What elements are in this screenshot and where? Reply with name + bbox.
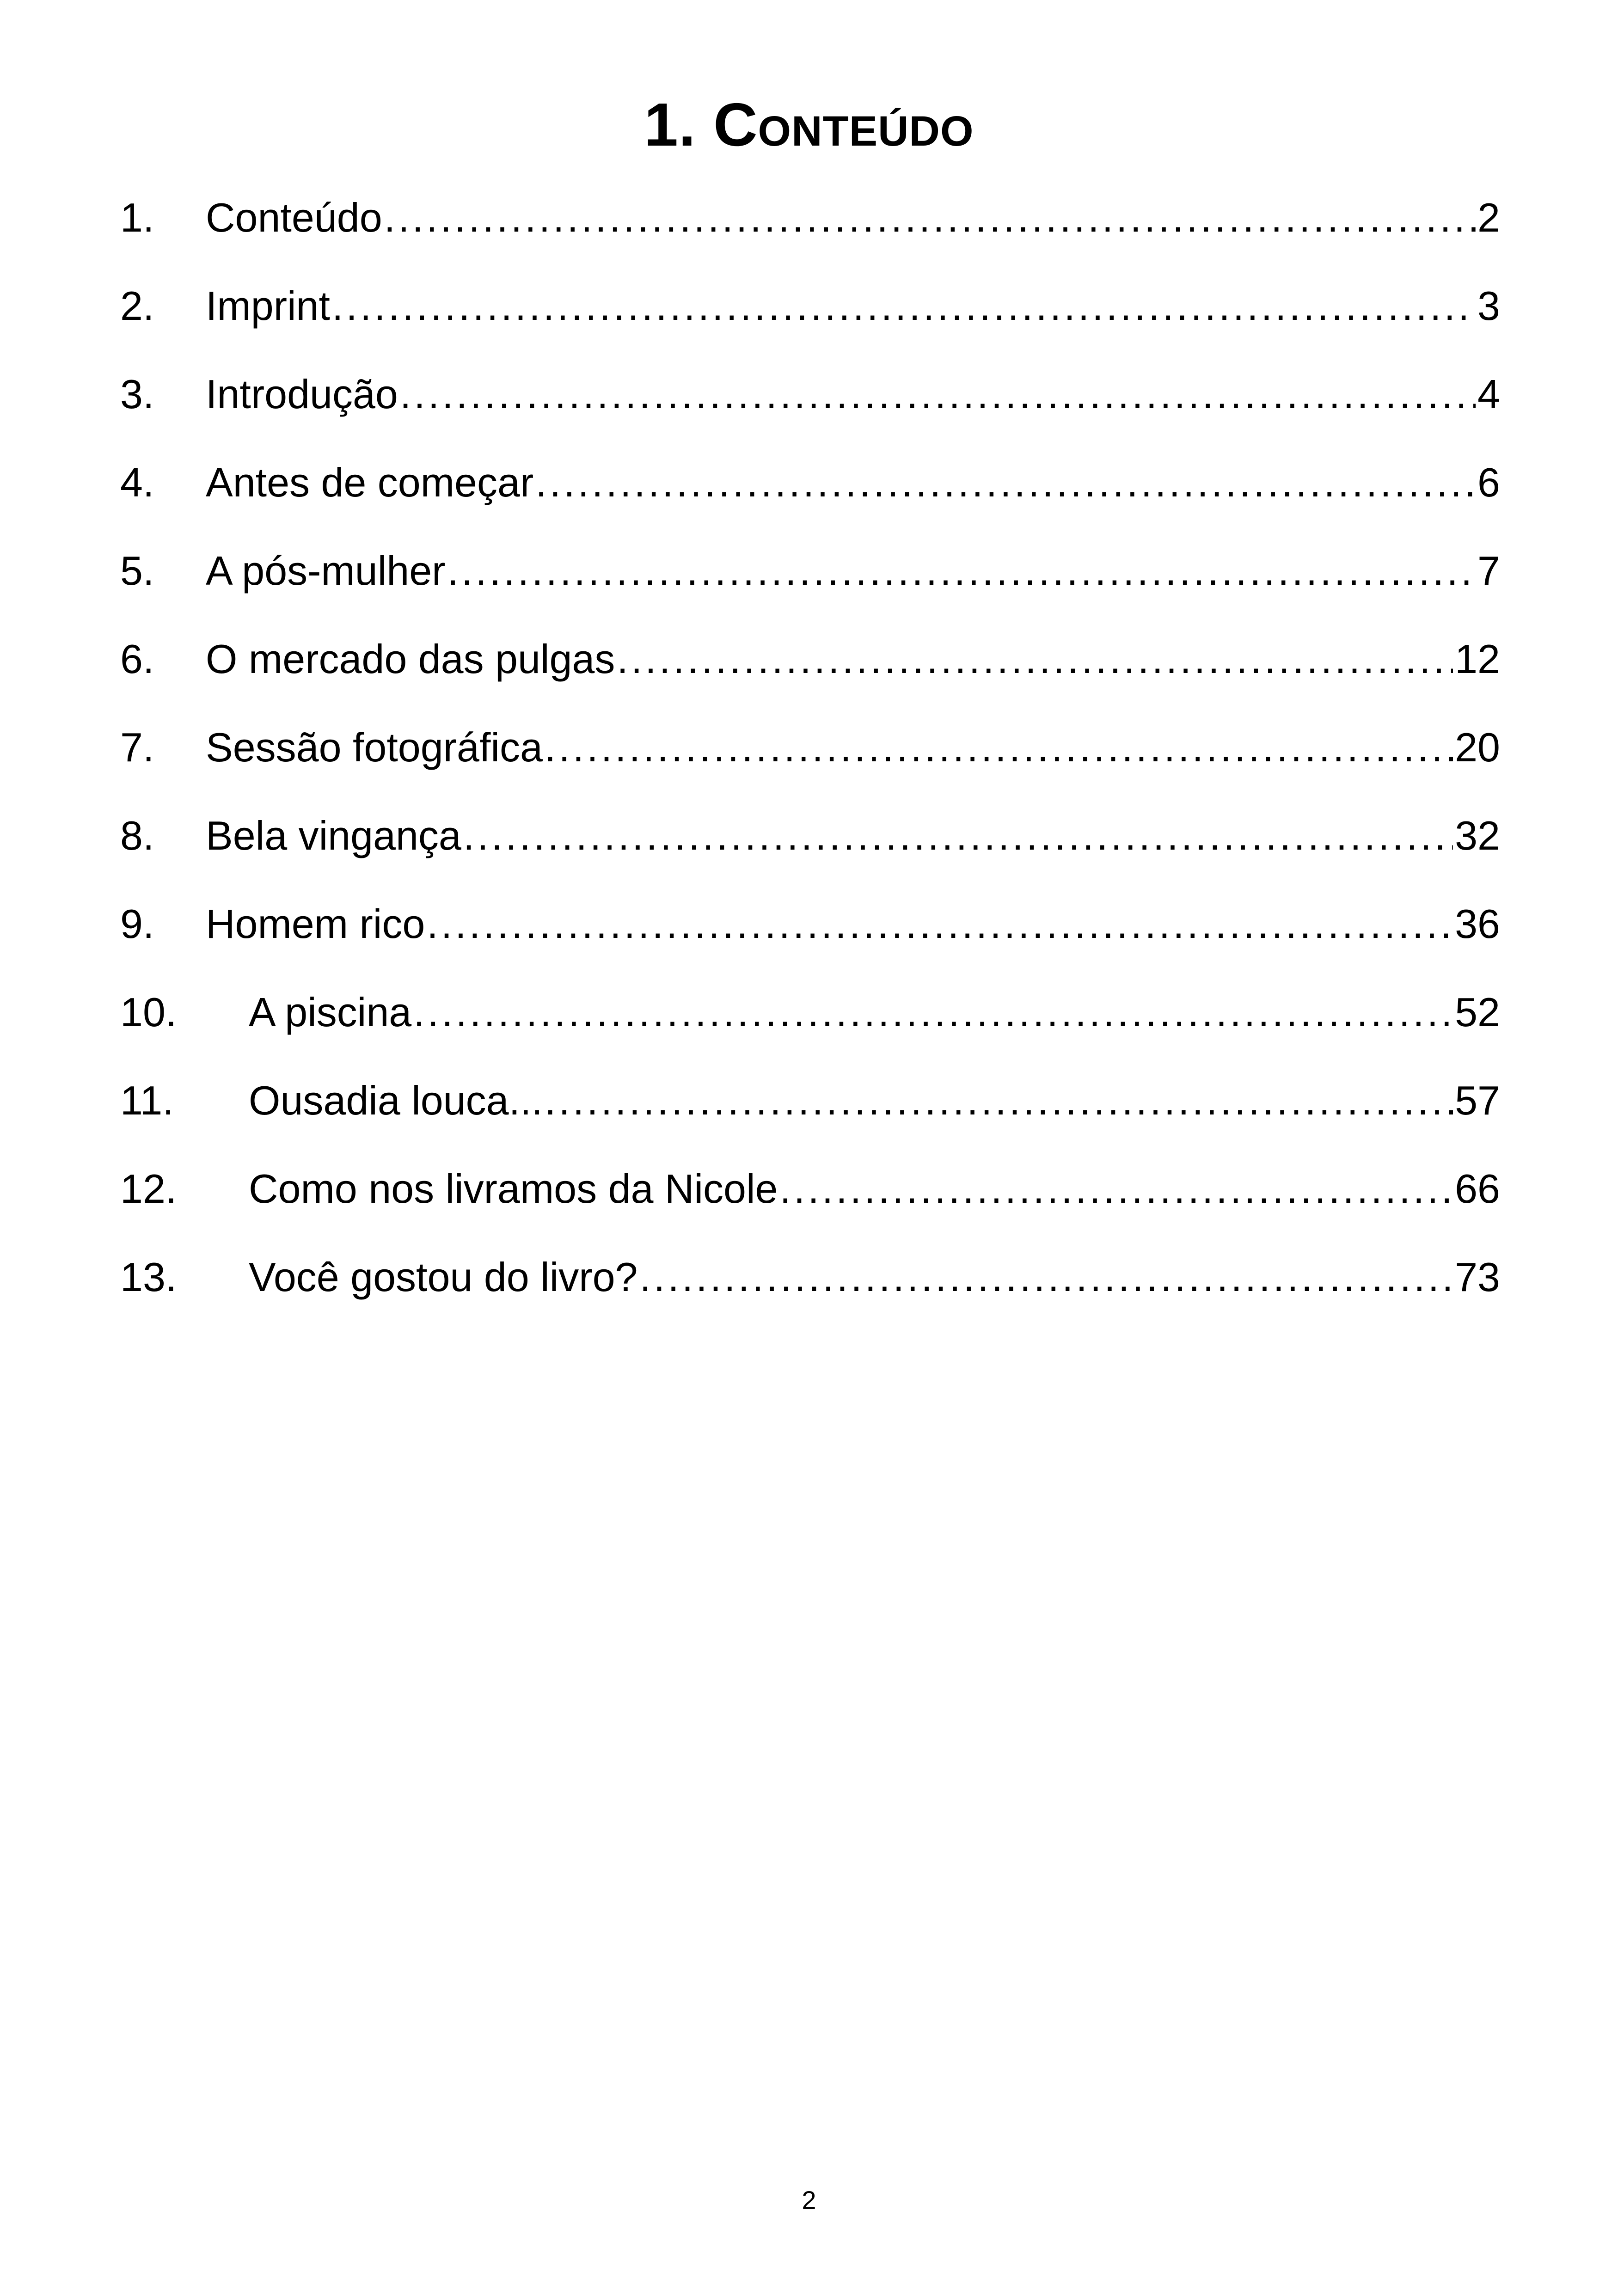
table-of-contents (120, 173, 1500, 1321)
toc-entry-page: 6 (1477, 459, 1500, 505)
toc-entry-page: 66 (1455, 1166, 1500, 1212)
toc-entry-label: Antes de começar (206, 459, 534, 505)
toc-dot-leader (427, 880, 1453, 968)
toc-entry-label: Introdução (206, 371, 398, 417)
toc-entry[interactable] (120, 527, 1500, 615)
toc-entry[interactable] (120, 968, 1500, 1056)
toc-dot-leader (535, 438, 1476, 527)
page-title: 1. Conteúdo (644, 91, 974, 159)
toc-dot-leader (332, 262, 1476, 350)
toc-entry-label: Ousadia louca... (249, 1078, 543, 1123)
toc-entry-number: 3. (120, 371, 154, 417)
toc-entry-number: 10. (120, 989, 177, 1035)
toc-entry-page: 4 (1477, 371, 1500, 417)
toc-entry-page: 73 (1455, 1254, 1500, 1300)
toc-dot-leader (463, 791, 1453, 880)
toc-entry-number: 6. (120, 636, 154, 682)
toc-entry-page: 36 (1455, 901, 1500, 947)
toc-entry-number: 8. (120, 813, 154, 858)
toc-entry-label: Conteúdo (206, 195, 382, 240)
toc-entry-page: 2 (1477, 195, 1500, 240)
toc-entry-label: Homem rico (206, 901, 425, 947)
toc-entry-label: Imprint (206, 283, 330, 329)
toc-entry[interactable] (120, 703, 1500, 791)
toc-entry-page: 12 (1455, 636, 1500, 682)
toc-entry[interactable] (120, 791, 1500, 880)
toc-dot-leader (779, 1145, 1453, 1233)
toc-entry-number: 4. (120, 459, 154, 505)
toc-entry[interactable] (120, 438, 1500, 527)
toc-dot-leader (639, 1233, 1453, 1321)
toc-dot-leader (617, 615, 1453, 703)
toc-dot-leader (545, 703, 1453, 791)
toc-entry-label: Bela vingança (206, 813, 461, 858)
toc-entry[interactable] (120, 880, 1500, 968)
toc-entry-page: 57 (1455, 1078, 1500, 1123)
toc-entry-page: 32 (1455, 813, 1500, 858)
toc-entry-page: 7 (1477, 548, 1500, 594)
toc-entry[interactable] (120, 615, 1500, 703)
toc-entry-number: 12. (120, 1166, 177, 1212)
toc-entry-label: A pós-mulher (206, 548, 446, 594)
toc-entry-number: 9. (120, 901, 154, 947)
toc-dot-leader (384, 173, 1476, 262)
toc-entry[interactable] (120, 1233, 1500, 1321)
toc-entry-number: 13. (120, 1254, 177, 1300)
toc-entry-label: A piscina (249, 989, 412, 1035)
toc-entry-number: 7. (120, 724, 154, 770)
toc-entry-number: 2. (120, 283, 154, 329)
toc-entry[interactable] (120, 1056, 1500, 1145)
page-number: 2 (802, 2186, 816, 2215)
toc-entry[interactable] (120, 262, 1500, 350)
toc-entry-number: 1. (120, 195, 154, 240)
toc-entry[interactable] (120, 350, 1500, 438)
toc-entry-label: Sessão fotográfica (206, 724, 543, 770)
toc-dot-leader (413, 968, 1453, 1056)
toc-dot-leader (545, 1056, 1453, 1145)
toc-dot-leader (400, 350, 1476, 438)
toc-entry-label: Como nos livramos da Nicole (249, 1166, 778, 1212)
toc-entry-page: 20 (1455, 724, 1500, 770)
toc-entry[interactable] (120, 1145, 1500, 1233)
toc-entry-number: 11. (120, 1078, 174, 1123)
toc-entry-label: Você gostou do livro? (249, 1254, 638, 1300)
toc-entry-page: 3 (1477, 283, 1500, 329)
toc-entry-number: 5. (120, 548, 154, 594)
toc-entry-label: O mercado das pulgas (206, 636, 615, 682)
toc-entry[interactable] (120, 173, 1500, 262)
toc-dot-leader (447, 527, 1476, 615)
toc-entry-page: 52 (1455, 989, 1500, 1035)
